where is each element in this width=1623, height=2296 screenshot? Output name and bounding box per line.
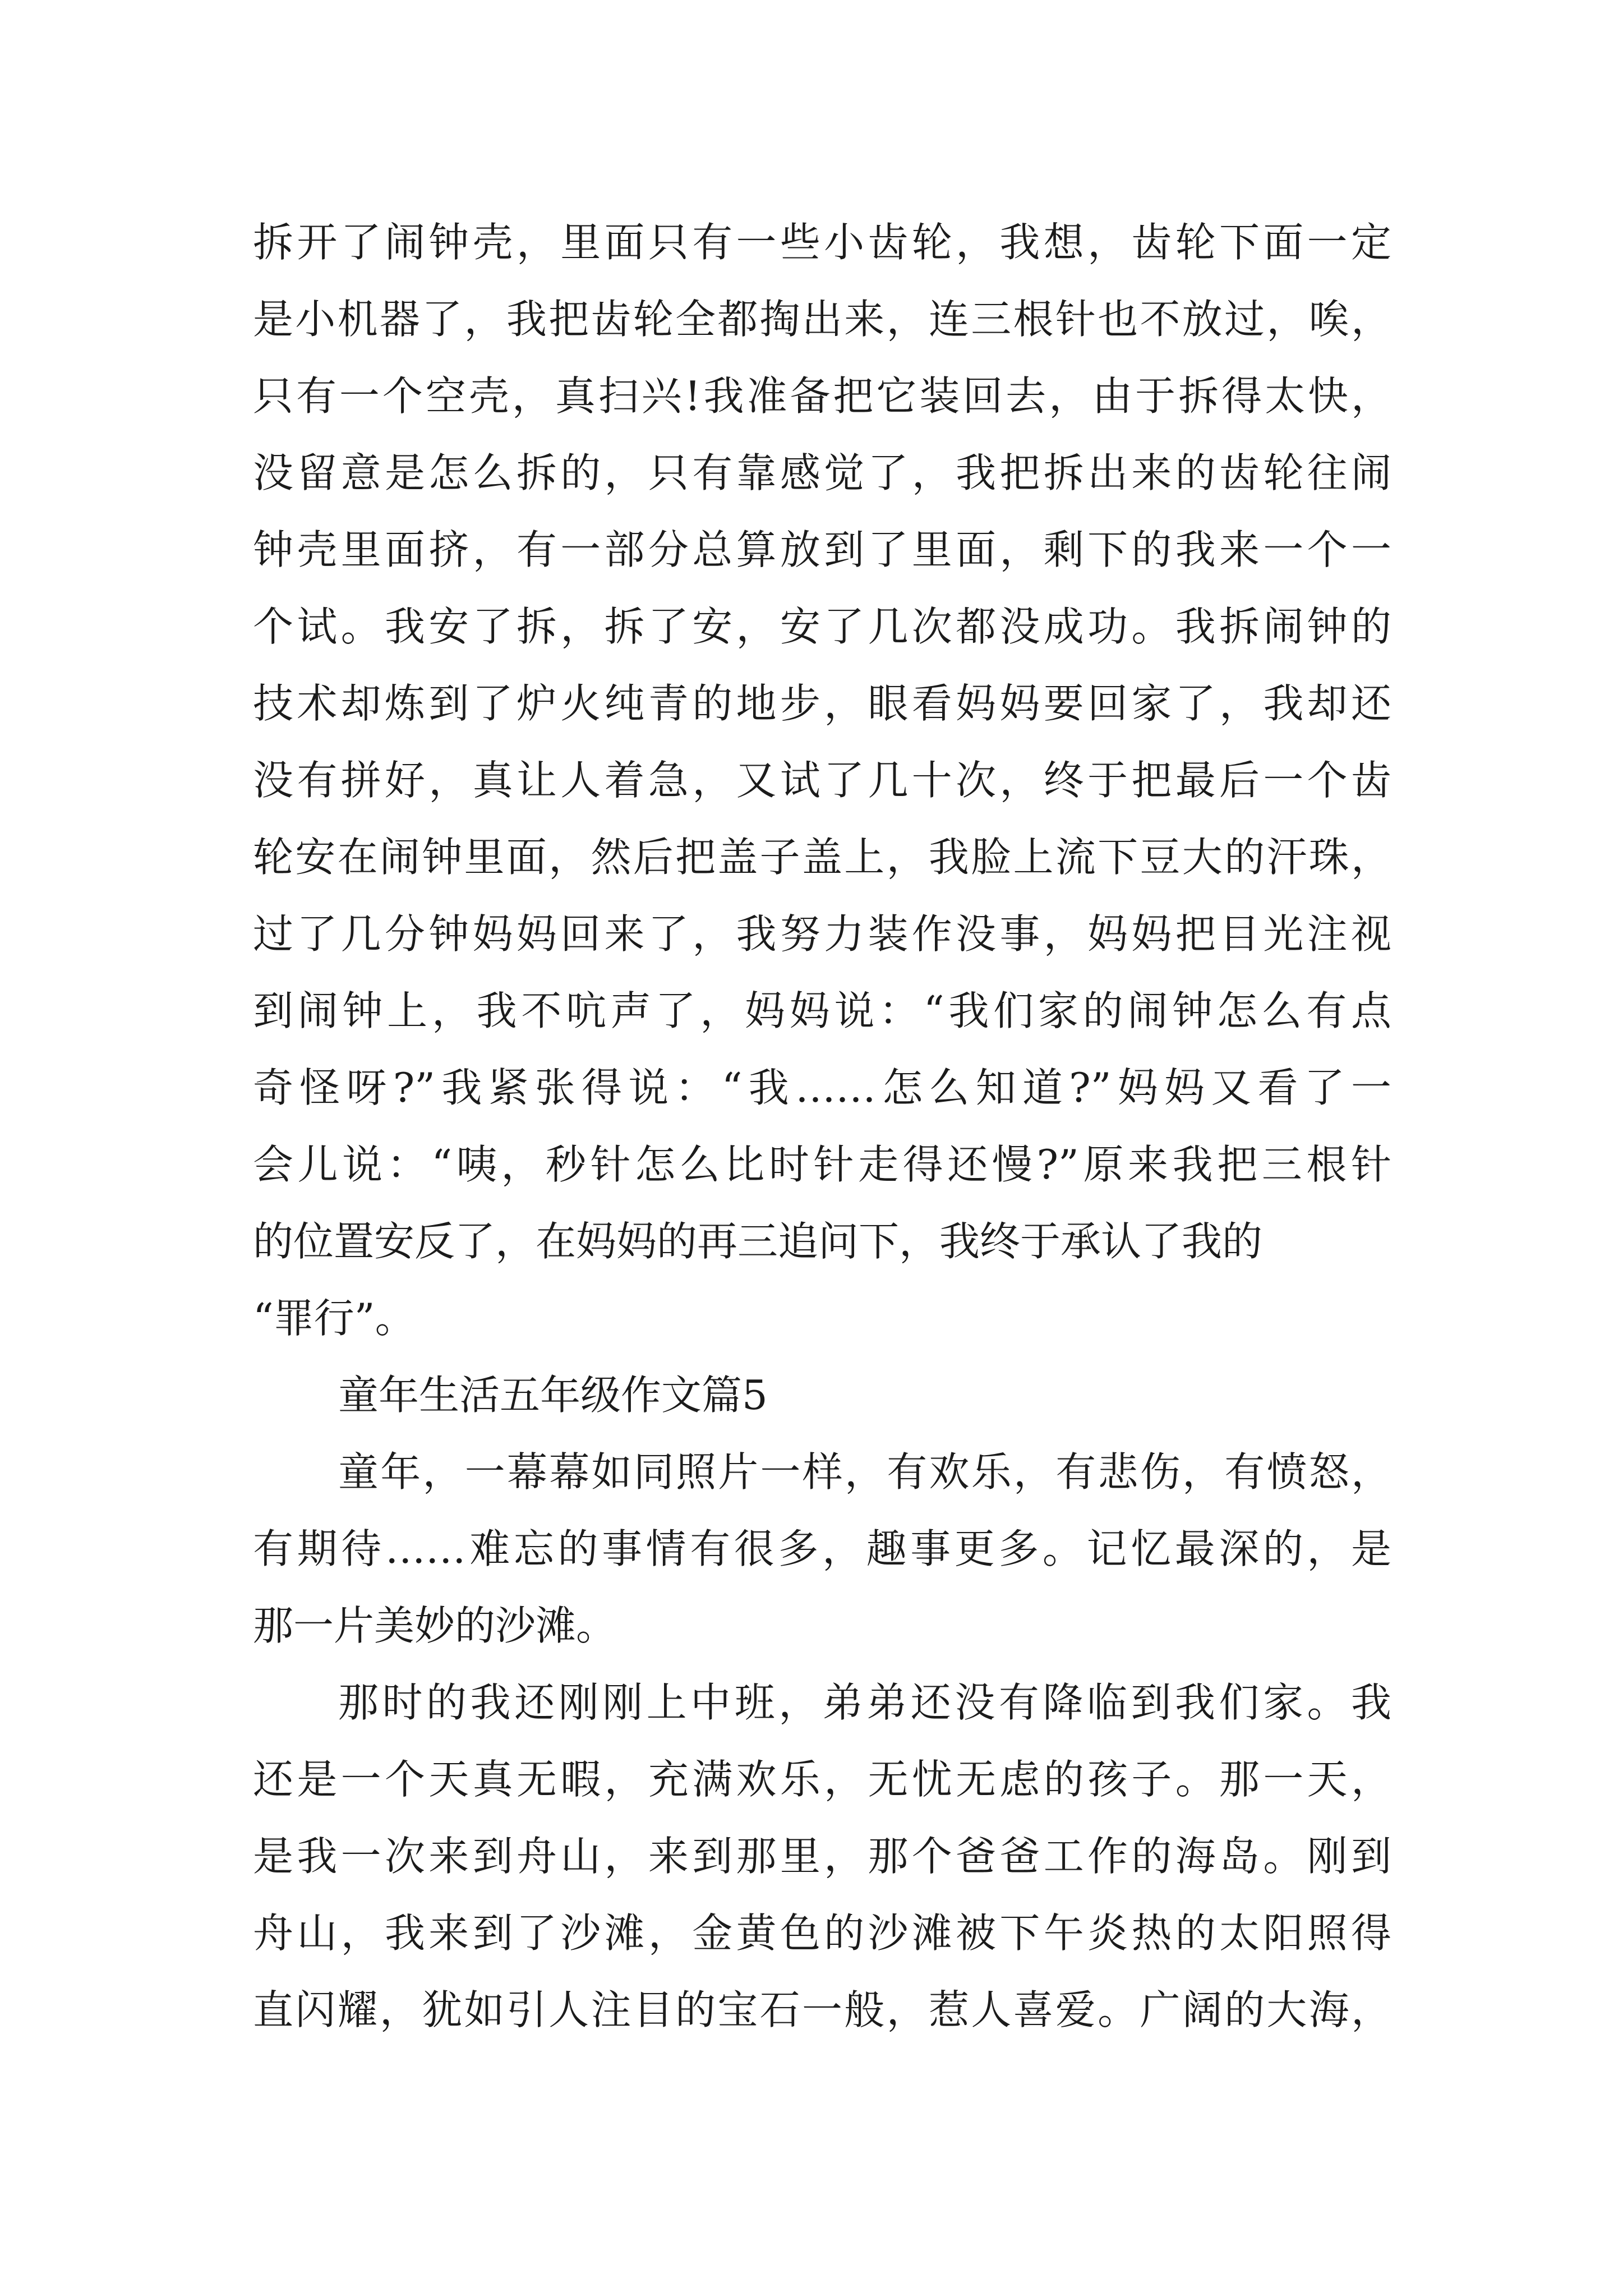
text-line: 还是一个天真无暇，充满欢乐，无忧无虑的孩子。那一天， [253, 1756, 1391, 1803]
text-line: 过了几分钟妈妈回来了，我努力装作没事，妈妈把目光注视 [253, 910, 1391, 958]
text-line: 是小机器了，我把齿轮全都掏出来，连三根针也不放过，唉， [253, 296, 1391, 343]
text-line: 只有一个空壳，真扫兴!我准备把它装回去，由于拆得太快， [253, 372, 1391, 420]
text-line: 童年，一幕幕如同照片一样，有欢乐，有悲伤，有愤怒， [338, 1448, 1391, 1496]
paragraph [253, 1434, 1391, 1664]
text-line: “罪行”。 [253, 1295, 416, 1342]
text-line: 直闪耀，犹如引人注目的宝石一般，惹人喜爱。广阔的大海， [253, 1986, 1391, 2033]
text-line: 个试。我安了拆，拆了安，安了几次都没成功。我拆闹钟的 [253, 603, 1391, 650]
text-line: 拆开了闹钟壳，里面只有一些小齿轮，我想，齿轮下面一定 [253, 219, 1391, 266]
text-line: 的位置安反了，在妈妈的再三追问下，我终于承认了我的 [253, 1218, 1263, 1265]
text-line: 技术却炼到了炉火纯青的地步，眼看妈妈要回家了，我却还 [253, 680, 1391, 727]
paragraph [253, 1664, 1391, 2049]
text-line: 没有拼好，真让人着急，又试了几十次，终于把最后一个齿 [253, 757, 1391, 804]
text-line: 会儿说：“咦，秒针怎么比时针走得还慢?”原来我把三根针 [253, 1141, 1391, 1188]
document-body [253, 204, 1391, 2049]
text-line: 奇怪呀?”我紧张得说：“我……怎么知道?”妈妈又看了一 [253, 1064, 1391, 1111]
text-line: 那时的我还刚刚上中班，弟弟还没有降临到我们家。我 [338, 1679, 1391, 1726]
text-line: 轮安在闹钟里面，然后把盖子盖上，我脸上流下豆大的汗珠， [253, 834, 1391, 881]
paragraph [253, 204, 1391, 1357]
text-line: 那一片美妙的沙滩。 [253, 1602, 617, 1649]
section-heading [253, 1357, 1391, 1434]
text-line: 到闹钟上，我不吭声了，妈妈说：“我们家的闹钟怎么有点 [253, 987, 1391, 1034]
section-heading-text: 童年生活五年级作文篇5 [338, 1372, 768, 1419]
text-line: 是我一次来到舟山，来到那里，那个爸爸工作的海岛。刚到 [253, 1833, 1391, 1880]
text-line: 没留意是怎么拆的，只有靠感觉了，我把拆出来的齿轮往闹 [253, 449, 1391, 496]
text-line: 有期待……难忘的事情有很多，趣事更多。记忆最深的，是 [253, 1525, 1391, 1572]
text-line: 舟山，我来到了沙滩，金黄色的沙滩被下午炎热的太阳照得 [253, 1910, 1391, 1957]
text-line: 钟壳里面挤，有一部分总算放到了里面，剩下的我来一个一 [253, 526, 1391, 573]
